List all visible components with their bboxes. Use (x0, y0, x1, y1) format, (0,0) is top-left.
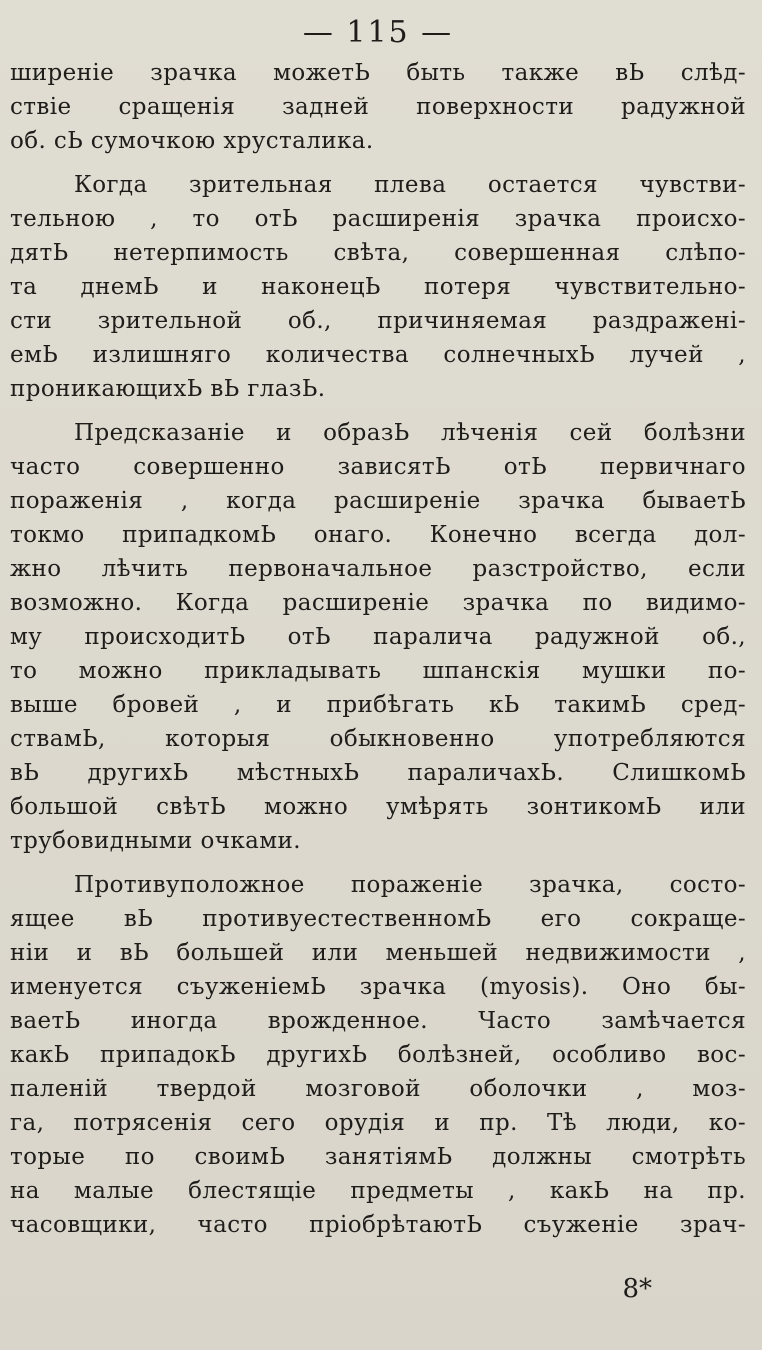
text-line: ширеніе зрачка можетЬ быть также вЬ слѣд- (10, 60, 746, 86)
signature-mark: 8* (622, 1274, 652, 1304)
text-line: ваетЬ иногда врожденное. Часто замѣчается (10, 1008, 746, 1034)
text-line: паленій твердой мозговой оболочки , моз- (10, 1076, 746, 1102)
text-line: об. сЬ сумочкою хрусталика. (10, 128, 374, 154)
text-line: часто совершенно зависятЬ отЬ первичнаго (10, 454, 746, 480)
text-line: Противуположное пораженіе зрачка, состо- (74, 872, 746, 898)
text-line: на малые блестящіе предметы , какЬ на пр. (10, 1178, 746, 1204)
text-line: Предсказаніе и образЬ лѣченія сей болѣзни (74, 420, 746, 446)
text-line: возможно. Когда расширеніе зрачка по видимо- (10, 590, 746, 616)
text-line: ствамЬ, которыя обыкновенно употребляются (10, 726, 746, 752)
text-line: трубовидными очками. (10, 828, 301, 854)
text-line: то можно прикладывать шпанскія мушки по- (10, 658, 746, 684)
page-body (10, 56, 746, 1242)
paragraph-3 (10, 416, 746, 858)
text-line: ствіе сращенія задней поверхности радужной (10, 94, 746, 120)
text-line: именуется съуженіемЬ зрачка (myosis). Оно бы- (10, 974, 746, 1000)
paragraph-4 (10, 868, 746, 1242)
text-line: га, потрясенія сего орудія и пр. Тѣ люди, ко- (10, 1110, 746, 1136)
text-line: емЬ излишняго количества солнечныхЬ лучей , (10, 342, 746, 368)
text-line: Когда зрительная плева остается чувстви- (74, 172, 746, 198)
text-line: тельною , то отЬ расширенія зрачка происхо- (10, 206, 746, 232)
text-line: дятЬ нетерпимость свѣта, совершенная слѣпо- (10, 240, 746, 266)
text-line: часовщики, часто пріобрѣтаютЬ съуженіе зрач- (10, 1212, 746, 1238)
text-line: ящее вЬ противуестественномЬ его сокраще- (10, 906, 746, 932)
text-line: сти зрительной об., причиняемая раздраженi- (10, 308, 746, 334)
text-line: пораженія , когда расширеніе зрачка бываетЬ (10, 488, 746, 514)
text-line: жно лѣчить первоначальное разстройство, если (10, 556, 746, 582)
paragraph-2 (10, 168, 746, 406)
text-line: вЬ другихЬ мѣстныхЬ параличахЬ. СлишкомЬ (10, 760, 746, 786)
paragraph-1 (10, 56, 746, 158)
text-line: выше бровей , и прибѣгать кЬ такимЬ сред- (10, 692, 746, 718)
text-line: ніи и вЬ большей или меньшей недвижимости , (10, 940, 746, 966)
text-line: токмо припадкомЬ онаго. Конечно всегда дол- (10, 522, 746, 548)
text-line: большой свѣтЬ можно умѣрять зонтикомЬ или (10, 794, 746, 820)
text-line: та днемЬ и наконецЬ потеря чувствительно- (10, 274, 746, 300)
text-line: проникающихЬ вЬ глазЬ. (10, 376, 326, 402)
page-number: — 115 — (302, 15, 454, 50)
text-line: какЬ припадокЬ другихЬ болѣзней, особливо вос- (10, 1042, 746, 1068)
text-line: торые по своимЬ занятіямЬ должны смотрѣть (10, 1144, 746, 1170)
text-line: му происходитЬ отЬ паралича радужной об., (10, 624, 746, 650)
